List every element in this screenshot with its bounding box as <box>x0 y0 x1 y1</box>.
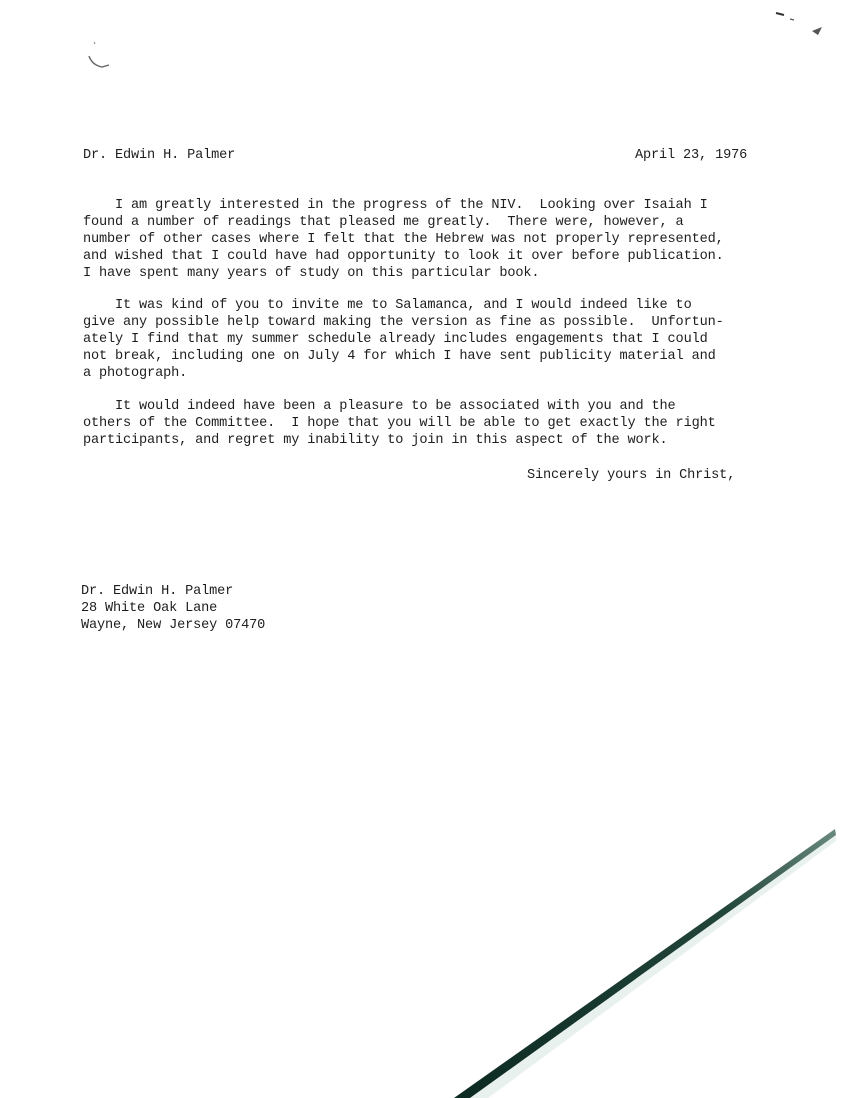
scan-mark-top-left <box>80 38 120 78</box>
body-paragraph-3 <box>83 398 753 449</box>
address-street: 28 White Oak Lane <box>81 601 218 616</box>
scan-edge-shadow <box>440 825 845 1098</box>
address-block <box>81 583 265 634</box>
paragraph-line: participants, and regret my inability to join in this aspect of the work. <box>83 433 668 448</box>
address-name: Dr. Edwin H. Palmer <box>81 584 234 599</box>
closing-salutation: Sincerely yours in Christ, <box>527 468 736 483</box>
paragraph-line: not break, including one on July 4 for which I have sent publicity material and <box>83 349 716 364</box>
paragraph-line: I have spent many years of study on this particular book. <box>83 266 540 281</box>
paragraph-line: ately I find that my summer schedule already includes engagements that I could <box>83 332 708 347</box>
paragraph-line: number of other cases where I felt that the Hebrew was not properly represented, <box>83 232 724 247</box>
letter-date: April 23, 1976 <box>635 148 748 163</box>
scan-mark-top-right <box>770 5 830 40</box>
paragraph-line: give any possible help toward making the version as fine as possible. Unfortun- <box>83 315 724 330</box>
paragraph-line: It would indeed have been a pleasure to be associated with you and the <box>83 399 676 414</box>
address-city-state-zip: Wayne, New Jersey 07470 <box>81 618 266 633</box>
paragraph-line: a photograph. <box>83 366 188 381</box>
paragraph-line: I am greatly interested in the progress of the NIV. Looking over Isaiah I <box>83 198 708 213</box>
body-paragraph-2 <box>83 297 753 382</box>
paragraph-line: and wished that I could have had opportunity to look it over before publication. <box>83 249 724 264</box>
paragraph-line: others of the Committee. I hope that you will be able to get exactly the right <box>83 416 716 431</box>
paragraph-line: found a number of readings that pleased me greatly. There were, however, a <box>83 215 684 230</box>
paragraph-line: It was kind of you to invite me to Salamanca, and I would indeed like to <box>83 298 692 313</box>
body-paragraph-1 <box>83 197 753 282</box>
recipient-name: Dr. Edwin H. Palmer <box>83 148 236 163</box>
